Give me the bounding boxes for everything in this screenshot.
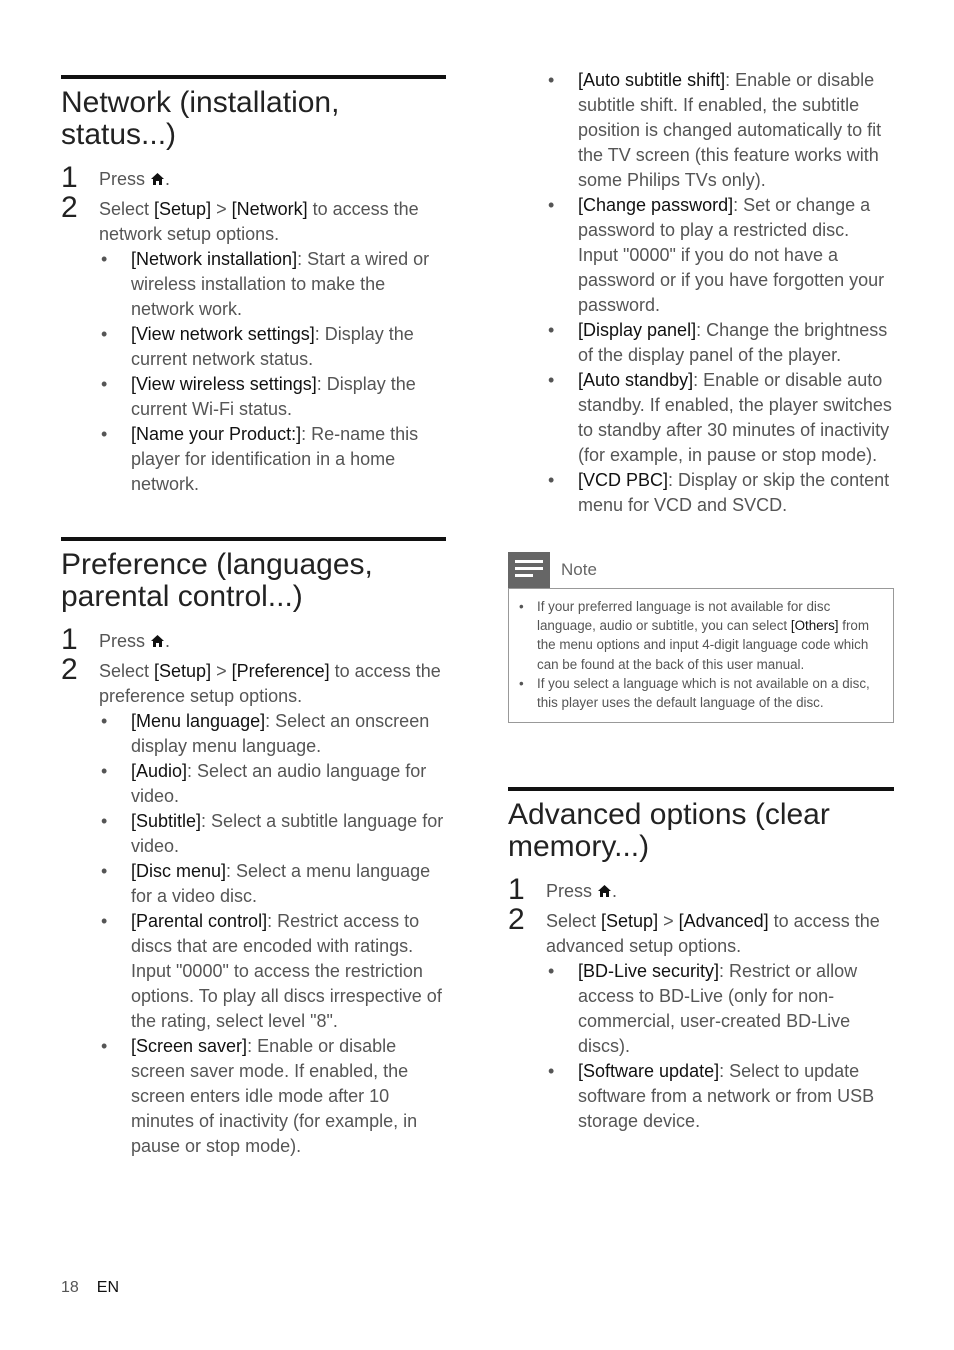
list-item <box>99 372 446 422</box>
advanced-heading <box>508 799 894 863</box>
option-keyword: [Parental control] <box>131 911 268 931</box>
list-item <box>99 1034 446 1159</box>
step-number: 2 <box>61 191 78 224</box>
step-text: Select <box>99 661 155 681</box>
note-text: If your preferred language is not available for disc language, audio or subtitle, you can select <box>537 599 831 634</box>
step-1 <box>61 161 446 194</box>
step-number: 1 <box>61 161 78 194</box>
network-options-list <box>61 247 446 497</box>
step-end: . <box>165 169 171 189</box>
note-text: from the menu options and input 4-digit language code which can be found at the back of this user manual. <box>537 618 870 672</box>
option-text: : Enable or disable screen saver mode. If enabled, the screen enters idle mode after 10 minutes of inactivity (for example, in pause or stop mode). <box>131 1036 418 1156</box>
step-1 <box>508 873 894 907</box>
advanced-options-list <box>508 959 894 1134</box>
option-text: : Display the current network status. <box>131 324 414 369</box>
option-text: : Display the current Wi-Fi status. <box>131 374 416 419</box>
home-icon <box>150 630 165 655</box>
option-keyword: [Software update] <box>578 1061 720 1082</box>
step-number: 2 <box>61 653 78 686</box>
option-text: : Enable or disable auto standby. If enabled, the player switches to standby after 30 minutes of inactivity (for example, in pause or stop mode). <box>578 370 892 465</box>
step-1 <box>61 623 446 656</box>
option-text: : Select an audio language for video. <box>131 761 427 806</box>
option-text: : Change the brightness of the display panel of the player. <box>578 320 888 365</box>
option-text: : Restrict or allow access to BD-Live (only for non-commercial, user-created BD-Live discs). <box>578 961 858 1057</box>
note-box <box>508 548 894 723</box>
step-text: > <box>211 199 232 219</box>
option-text: : Select a subtitle language for video. <box>131 811 444 856</box>
heading-line-2: parental control...) <box>61 580 303 613</box>
step-text: > <box>658 911 679 932</box>
list-item <box>99 709 446 759</box>
heading-line-2: memory...) <box>508 830 650 864</box>
option-keyword: [View wireless settings] <box>131 374 317 394</box>
list-item <box>99 909 446 1034</box>
menu-keyword: [Setup] <box>154 661 212 681</box>
option-keyword: [BD-Live security] <box>578 961 720 982</box>
preference-steps <box>61 623 446 1159</box>
home-icon <box>150 168 165 193</box>
step-text: Select <box>546 911 602 932</box>
section-rule <box>508 787 894 791</box>
advanced-steps <box>508 873 894 1134</box>
menu-keyword: [Advanced] <box>678 911 769 932</box>
heading-line-2: status...) <box>61 118 177 151</box>
section-rule <box>61 75 446 79</box>
option-text: : Display or skip the content menu for VCD and SVCD. <box>578 470 890 515</box>
option-text: : Select a menu language for a video disc. <box>131 861 431 906</box>
step-end: . <box>612 881 618 902</box>
option-text: : Re-name this player for identification in a home network. <box>131 424 419 494</box>
option-text: : Set or change a password to play a restricted disc. Input "0000" if you do not have a password or if you have forgotten your password. <box>578 195 885 315</box>
language-code: EN <box>96 1279 120 1296</box>
left-column <box>61 75 446 1159</box>
list-item <box>546 1059 894 1134</box>
step-text: Select <box>99 199 155 219</box>
option-keyword: [Network installation] <box>131 249 298 269</box>
heading-line-1: Network (installation, <box>61 86 340 119</box>
step-number: 2 <box>508 903 525 937</box>
heading-line-1: Preference (languages, <box>61 548 373 581</box>
note-title: Note <box>561 560 597 579</box>
step-end: . <box>165 631 171 651</box>
preference-options-continued <box>508 68 894 518</box>
note-icon <box>508 552 550 588</box>
preference-options-list <box>61 709 446 1159</box>
note-text: If you select a language which is not available on a disc, this player uses the default language of the disc. <box>537 675 870 711</box>
right-column <box>508 68 894 1134</box>
network-steps <box>61 161 446 497</box>
note-content <box>508 588 894 723</box>
step-text: Press <box>546 881 593 902</box>
option-keyword: [Disc menu] <box>131 861 227 881</box>
list-item <box>99 759 446 809</box>
note-keyword: [Others] <box>790 618 839 634</box>
step-2 <box>61 653 446 709</box>
heading-line-1: Advanced options (clear <box>508 798 830 832</box>
advanced-section <box>508 787 894 1134</box>
option-keyword: [Audio] <box>131 761 188 781</box>
list-item <box>99 809 446 859</box>
list-item <box>99 247 446 322</box>
option-keyword: [View network settings] <box>131 324 315 344</box>
option-keyword: [Menu language] <box>131 711 266 731</box>
menu-keyword: [Setup] <box>601 911 659 932</box>
menu-keyword: [Setup] <box>154 199 212 219</box>
step-number: 1 <box>61 623 78 656</box>
step-text: to access the network setup options. <box>99 199 419 244</box>
step-number: 1 <box>508 873 525 907</box>
note-item <box>517 597 883 674</box>
step-text: Press <box>99 631 146 651</box>
option-keyword: [Name your Product:] <box>131 424 302 444</box>
option-text: : Select to update software from a network or from USB storage device. <box>578 1061 875 1132</box>
list-item <box>546 959 894 1059</box>
option-text: : Restrict access to discs that are encoded with ratings. Input "0000" to access the restriction options. To play all discs irrespective of the rating, select level "8". <box>131 911 442 1031</box>
menu-keyword: [Network] <box>231 199 308 219</box>
option-keyword: [Auto subtitle shift] <box>578 70 726 90</box>
step-text: to access the advanced setup options. <box>546 911 880 957</box>
list-item <box>546 318 894 368</box>
preference-heading <box>61 549 446 613</box>
list-item <box>546 68 894 193</box>
option-keyword: [Subtitle] <box>131 811 202 831</box>
list-item <box>99 422 446 497</box>
step-2 <box>508 903 894 959</box>
list-item <box>99 859 446 909</box>
menu-keyword: [Preference] <box>231 661 330 681</box>
preference-section <box>61 537 446 1159</box>
page-footer <box>61 1279 119 1297</box>
option-keyword: [Change password] <box>578 195 734 215</box>
list-item <box>546 193 894 318</box>
network-section <box>61 75 446 497</box>
page-number: 18 <box>61 1279 79 1296</box>
step-text: > <box>211 661 232 681</box>
note-header <box>508 548 894 588</box>
option-keyword: [Screen saver] <box>131 1036 248 1056</box>
step-text: Press <box>99 169 146 189</box>
option-keyword: [VCD PBC] <box>578 470 669 490</box>
step-text: to access the preference setup options. <box>99 661 441 706</box>
section-rule <box>61 537 446 541</box>
option-keyword: [Auto standby] <box>578 370 694 390</box>
home-icon <box>597 880 612 905</box>
list-item <box>546 468 894 518</box>
step-2 <box>61 191 446 247</box>
note-item <box>517 674 883 712</box>
list-item <box>99 322 446 372</box>
option-text: : Select an onscreen display menu language. <box>131 711 430 756</box>
option-text: : Start a wired or wireless installation to make the network work. <box>131 249 430 319</box>
option-text: : Enable or disable subtitle shift. If enabled, the subtitle position is changed automatically to fit the TV screen (this feature works with some Philips TVs only). <box>578 70 882 190</box>
list-item <box>546 368 894 468</box>
option-keyword: [Display panel] <box>578 320 697 340</box>
network-heading <box>61 87 446 151</box>
